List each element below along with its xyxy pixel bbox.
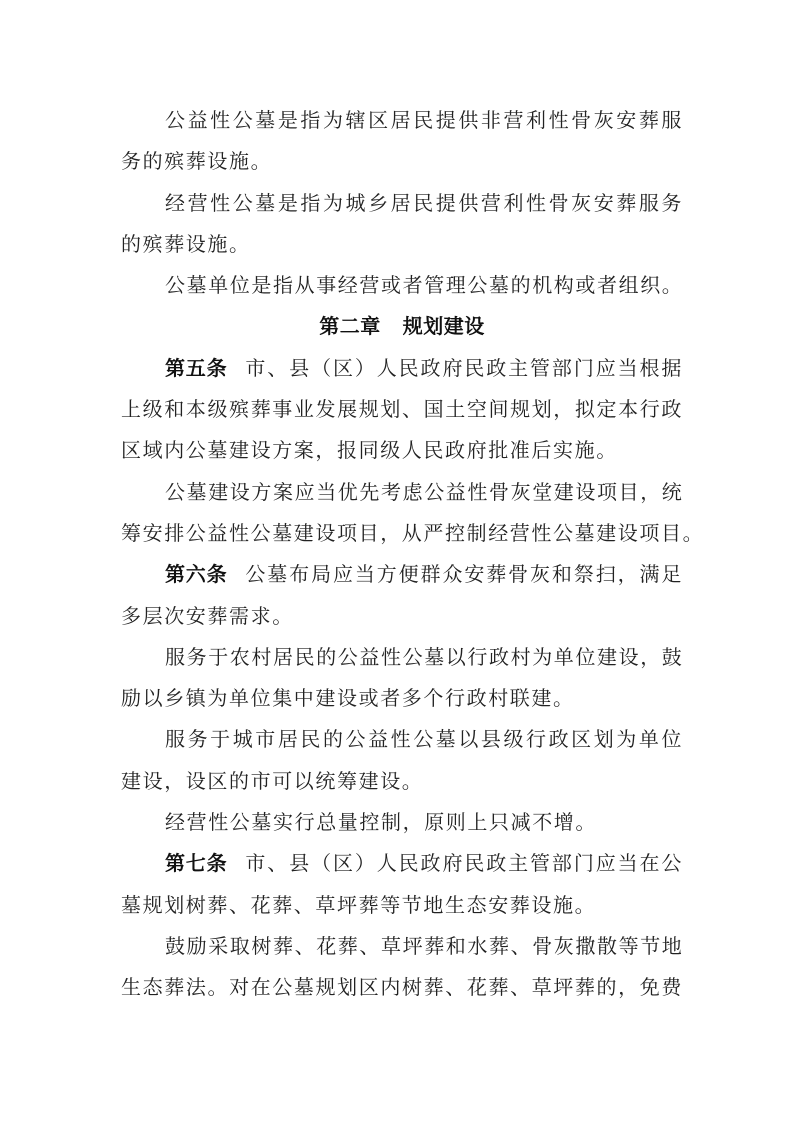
paragraph-line: 经营性公墓是指为城乡居民提供营利性骨灰安葬服务: [165, 190, 683, 215]
paragraph-line: 服务于农村居民的公益性公墓以行政村为单位建设，鼓: [165, 644, 684, 669]
paragraph-line: 服务于城市居民的公益性公墓以县级行政区划为单位: [165, 727, 683, 752]
article-number: 第六条: [165, 562, 228, 587]
chapter-number: 第二章: [319, 314, 381, 339]
article-text: 市、县（区）人民政府民政主管部门应当根据: [245, 355, 684, 380]
chapter-heading: [121, 306, 683, 347]
paragraph-line: 多层次安葬需求。: [121, 603, 294, 628]
paragraph-line: 经营性公墓实行总量控制，原则上只减不增。: [165, 810, 597, 835]
paragraph-line: 励以乡镇为单位集中建设或者多个行政村联建。: [121, 686, 575, 711]
paragraph-line: 的殡葬设施。: [121, 231, 251, 256]
article-text: 公墓布局应当方便群众安葬骨灰和祭扫，满足: [245, 562, 684, 587]
paragraph-line: 生态葬法。对在公墓规划区内树葬、花葬、草坪葬的，免费: [121, 975, 683, 1000]
paragraph-line: 公墓建设方案应当优先考虑公益性骨灰堂建设项目，统: [165, 479, 684, 504]
article-number: 第五条: [165, 355, 228, 380]
paragraph-line: 公益性公墓是指为辖区居民提供非营利性骨灰安葬服: [165, 108, 683, 132]
article-text: 市、县（区）人民政府民政主管部门应当在公: [245, 851, 684, 876]
article-number: 第七条: [165, 851, 228, 876]
paragraph-line: 墓规划树葬、花葬、草坪葬等节地生态安葬设施。: [121, 892, 597, 917]
article-line: [121, 554, 683, 595]
paragraph-line: 鼓励采取树葬、花葬、草坪葬和水葬、骨灰撒散等节地: [165, 933, 684, 958]
article-line: [121, 348, 683, 389]
paragraph-line: 务的殡葬设施。: [121, 149, 273, 174]
paragraph-line: 筹安排公益性公墓建设项目，从严控制经营性公墓建设项目。: [121, 520, 705, 545]
paragraph-line: 建设，设区的市可以统筹建设。: [121, 768, 424, 793]
article-line: [121, 843, 683, 884]
chapter-title: 规划建设: [402, 314, 485, 339]
paragraph-line: 区域内公墓建设方案，报同级人民政府批准后实施。: [121, 438, 618, 463]
document-page: [121, 100, 705, 1009]
paragraph-line: 上级和本级殡葬事业发展规划、国土空间规划，拟定本行政: [121, 397, 683, 422]
paragraph-line: 公墓单位是指从事经营或者管理公墓的机构或者组织。: [165, 273, 684, 298]
